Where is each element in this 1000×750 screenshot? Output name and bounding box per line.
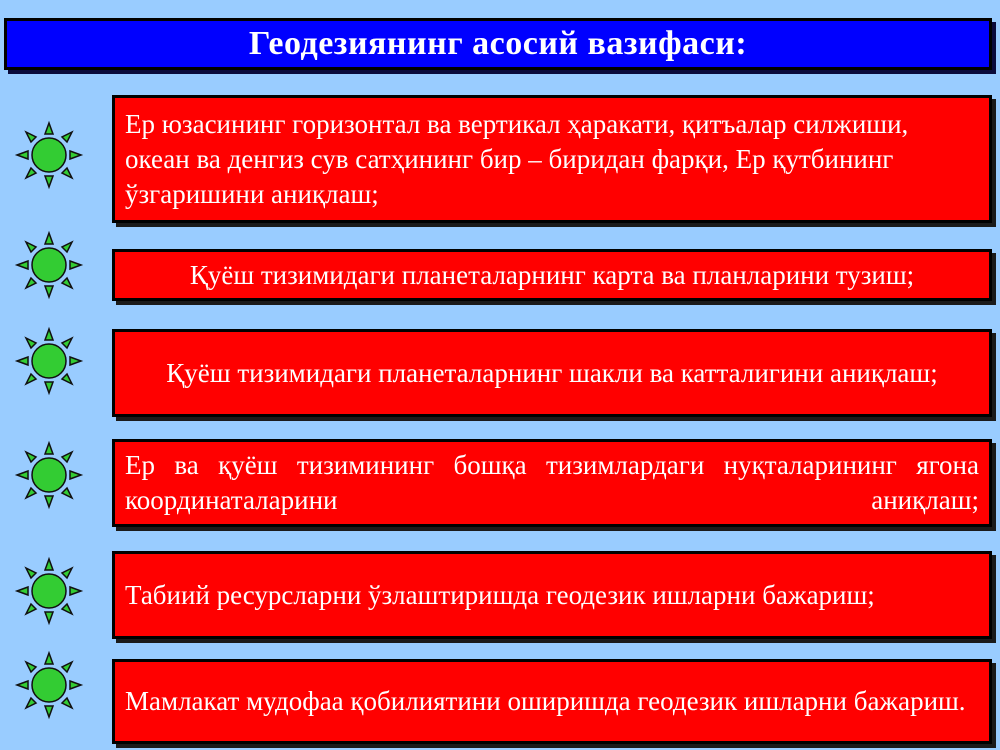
sun-icon — [14, 440, 84, 510]
sun-icon — [14, 556, 84, 626]
task-item-2 — [112, 249, 992, 301]
sun-icon — [14, 326, 84, 396]
sun-icon — [14, 650, 84, 720]
task-item-2-text: Қуёш тизимидаги планеталарнинг карта ва планларини тузиш; — [189, 259, 915, 290]
task-item-6 — [112, 659, 992, 744]
task-item-1 — [112, 95, 992, 223]
task-item-5-text: Табиий ресурсларни ўзлаштиришда геодезик ишларни бажариш; — [125, 579, 875, 610]
slide-title-bar — [4, 18, 992, 70]
task-item-1-text: Ер юзасининг горизонтал ва вертикал ҳаракати, қитъалар силжиши, океан ва денгиз сув сатҳининг бир – биридан фарқи, Ер қутбининг ўзгаришини аниқлаш; — [125, 108, 909, 209]
task-item-4 — [112, 439, 992, 527]
task-item-4-text: Ер ва қуёш тизимининг бошқа тизимлардаги нуқталарининг ягона координаталарини аниқлаш; — [125, 450, 979, 515]
sun-icon — [14, 120, 84, 190]
sun-icon — [14, 230, 84, 300]
task-item-3 — [112, 329, 992, 417]
task-item-5 — [112, 551, 992, 639]
task-item-3-text: Қуёш тизимидаги планеталарнинг шакли ва катталигини аниқлаш; — [166, 357, 938, 388]
task-item-6-text: Мамлакат мудофаа қобилиятини оширишда геодезик ишларни бажариш. — [125, 686, 966, 716]
slide-title: Геодезиянинг асосий вазифаси: — [248, 25, 748, 62]
